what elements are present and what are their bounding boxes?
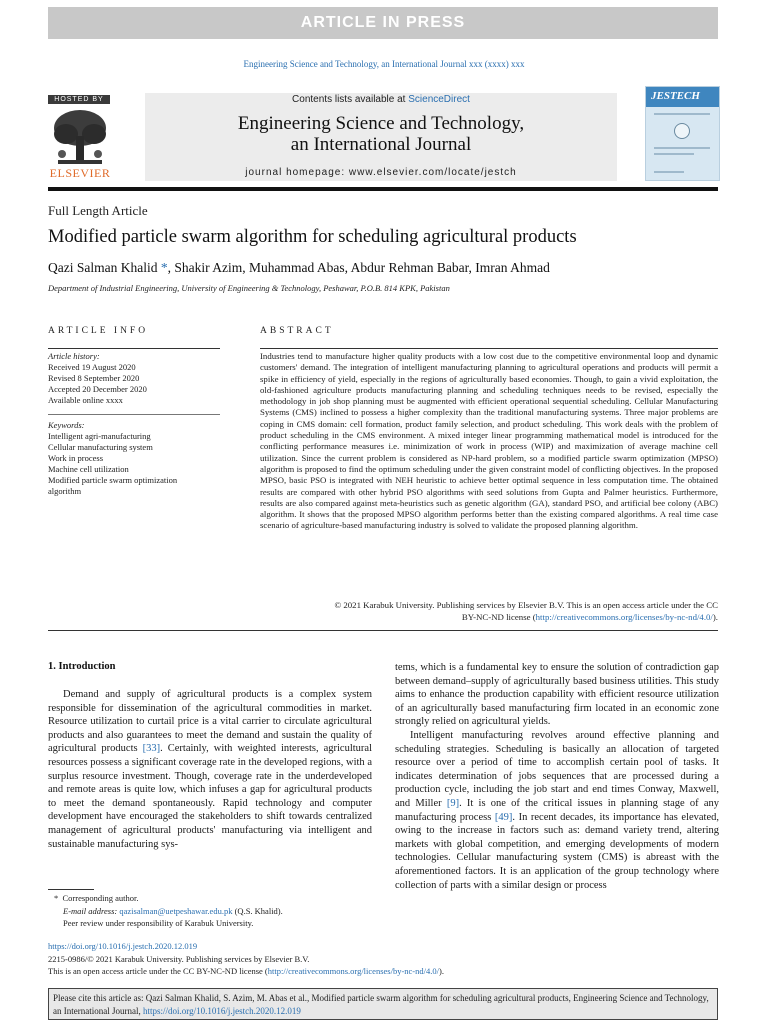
journal-homepage-link[interactable]: journal homepage: www.elsevier.com/locate/jestch [245,167,517,178]
intro-p1-text-b: . Certainly, with weighted interests, agricultural resources possess a significant coverage rate in the developed regions, with a surplus resource investment. Though, coverage rate in the underdeveloped and remote areas is quite low, which infuses a gap for agricultural products to meet the demand spontaneously. Rapid technology and computer development have encouraged the stakeholders to shift towards centralized management of agricultural products' manufacturing via intelligent and sustainable manufacturing sys- [48,743,372,850]
footnote-mark: * [54,893,59,903]
copyright-line1: © 2021 Karabuk University. Publishing services by Elsevier B.V. This is an open access article under the CC [334,600,718,610]
cite-box-text: Please cite this article as: Qazi Salman Khalid, S. Azim, M. Abas et al., Modified particle swarm algorithm for scheduling agricultural products, Engineering Science and Technology, an International Journal, [53,993,709,1016]
elsevier-wordmark: ELSEVIER [49,166,111,180]
authors-rest: , Shakir Azim, Muhammad Abas, Abdur Rehman Babar, Imran Ahmad [167,260,550,275]
affiliation: Department of Industrial Engineering, University of Engineering & Technology, Peshawar, P.O.B. 814 KPK, Pakistan [48,283,450,293]
cover-rule [654,113,710,115]
doi-block [48,940,718,978]
history-item: Available online xxxx [48,395,123,405]
abstract-copyright [260,600,718,623]
intro-left-column [48,688,372,851]
sciencedirect-link[interactable]: ScienceDirect [408,94,470,105]
email-link[interactable]: qazisalman@uetpeshawar.edu.pk [119,905,233,916]
abstract-heading: ABSTRACT [260,326,334,336]
intro-p2-text-a: Intelligent manufacturing revolves around effective planning and scheduling strategies. Scheduling is basically an allocation of targeted resource over a period of time to accomplish certain pool of tasks. It indicates determination of jobs sequences that are processed during a production cycle, including the job start and end times Conway, Maxwell, and Miller [395,729,719,809]
abstract-rule [260,348,718,349]
oa-prefix: This is an open access article under the CC BY-NC-ND license ( [48,966,268,976]
footnote-email [54,905,374,918]
elsevier-tree-logo [48,106,112,168]
doi-link[interactable]: https://doi.org/10.1016/j.jestch.2020.12.019 [48,941,198,951]
footnote-corresponding [54,892,374,905]
copyright-line2 [260,612,718,624]
author-first[interactable]: Qazi Salman Khalid [48,260,158,275]
article-in-press-banner: ARTICLE IN PRESS [48,7,718,39]
cite-box-doi-link[interactable]: https://doi.org/10.1016/j.jestch.2020.12.019 [142,1005,301,1016]
cover-rule [654,171,684,173]
intro-right-column [395,661,719,892]
footnote [54,892,374,930]
intro-p2-text-b: . It is one of the critical issues in planning stage of any manufacturing process [395,797,719,823]
author-list [48,260,728,276]
history-item: Revised 8 September 2020 [48,373,140,383]
keywords-label: Keywords: [48,420,85,430]
article-info-heading: ARTICLE INFO [48,326,149,336]
cover-emblem-icon [674,123,690,139]
journal-title-line2: an International Journal [290,134,472,155]
contents-prefix: Contents lists available at [292,94,406,105]
intro-right-paragraph-1: tems, which is a fundamental key to ensure the solution of contradiction gap between demand–supply of agriculturally based business utilities. This study aims to enhance the production capability with efficient resource utilization of an agriculturally based manufacturing firm located in an economic zone strongly relied on agricultural yields. [395,662,719,728]
keyword-item: Modified particle swarm optimization [48,475,178,485]
intro-p1-text-a: Demand and supply of agricultural products is a complex system responsible for dissemination of the agricultural commodities in market. Resource utilization to curtail price is a vital carrier to circulate agricultural products and also guarantees to meet the demand and sustain the quality of agricultural products [48,689,372,755]
article-title: Modified particle swarm algorithm for scheduling agricultural products [48,227,577,247]
contents-line [145,94,617,105]
issn-line: 2215-0986/© 2021 Karabuk University. Publishing services by Elsevier B.V. [48,953,310,964]
keyword-item: Intelligent agri-manufacturing [48,431,151,441]
keyword-item: Work in process [48,453,104,463]
cover-title: JESTECH [651,90,700,102]
intro-paragraph-1 [48,688,372,851]
journal-title-line1: Engineering Science and Technology, [237,113,525,134]
cite-this-article-box [48,988,718,1020]
keyword-item: Machine cell utilization [48,464,129,474]
oa-suffix: ). [439,966,444,976]
corresponding-author-note: Corresponding author. [62,893,139,903]
copyright-suffix: ). [712,611,718,622]
masthead-rule [48,187,718,191]
abstract-text: Industries tend to manufacture higher quality products with a low cost due to the competitive environmental loop and dynamic customers' demand. The integration of intelligent manufacturing planning to agricultural operations and products will permit a spike in efficiency of yield, especially in the regions of agriculturally based economies. Though, to gain a vivid exploitation, the old-fashioned agriculture products manufacturing planning and scheduling techniques needs to be revised, especially the methodology in job shop planning must be augmented with efficient operational sequential scheduling. Cellular Manufacturing Systems (CMS) inclined to possess a higher complexity than the traditional manufacturing systems. Three major problems are coping in CMS domain: cell formation, product family selection, and product scheduling. This work deals with the problem of product scheduling in the CMS environment. A mixed integer linear programming mathematical model is introduced for the conflicting performance measures i.e. minimization of work in process (WIP) and maximization of average machine cell utilization. Since the current problem is considered as NP-hard problem, so a modified particle swarm optimization (MPSO) algorithm is proposed to find the optimum scheduling under the given constraint model of conflicting objectives. In the proposed MPSO, basic PSO is integrated with NEH heuristic to achieve better optimal sequence in less computation time. The obtained results are compared with other hybrid PSO algorithms with seed solutions from Gupta and Palmer heuristics. Furthermore, results are also compared against meta-heuristics such as genetic algorithm (GA), standard PSO, and artificial bee colony (ABC) algorithm. It shows that the proposed MPSO algorithm performs better than the existing compared algorithms. A real time case scenario of agriculture-based manufacturing industry is solved to validate the proposed planning algorithm. [260,351,718,531]
open-access-line [48,965,718,978]
keywords-rule [48,414,220,415]
hosted-by-label: HOSTED BY [48,95,110,104]
journal-cover-thumbnail[interactable] [645,86,720,181]
intro-p2-text-c: . In recent decades, its importance has elevated, owing to the increase in factors such as: demand variety trend, altering markets with global competition, and emerging developments of modern technologies. Cellular manufacturing system (CMS) is abreast with the aforementioned factors. It is an application of the group technology where collection of parts with a similar design or process [395,811,720,891]
cover-rule [654,147,710,149]
article-info-rule [48,348,220,349]
history-label: Article history: [48,351,100,361]
section-heading-introduction: 1. Introduction [48,661,116,672]
footnote-rule [48,889,94,890]
keyword-item: Cellular manufacturing system [48,442,153,452]
copyright-prefix: BY-NC-ND license ( [461,611,536,622]
history-item: Received 19 August 2020 [48,362,136,372]
history-item: Accepted 20 December 2020 [48,384,147,394]
email-suffix: (Q.S. Khalid). [232,905,283,916]
intro-right-paragraph-2 [395,729,719,892]
cover-rule [654,153,694,155]
email-label: E-mail address: [63,905,118,916]
citation-link[interactable]: [33] [142,743,161,755]
abstract-bottom-rule [48,630,718,631]
citation-link[interactable]: [9] [446,797,460,809]
journal-reference-link[interactable]: Engineering Science and Technology, an International Journal xxx (xxxx) xxx [243,59,525,69]
corresponding-author-mark[interactable]: * [160,260,168,275]
citation-link[interactable]: [49] [494,811,513,823]
article-type: Full Length Article [48,203,148,218]
oa-license-link[interactable]: http://creativecommons.org/licenses/by-nc-nd/4.0/ [267,966,439,976]
keyword-item: algorithm [48,486,82,496]
journal-title [145,113,617,155]
peer-review-note: Peer review under responsibility of Karabuk University. [63,918,254,928]
license-link[interactable]: http://creativecommons.org/licenses/by-nc-nd/4.0/ [535,611,713,622]
